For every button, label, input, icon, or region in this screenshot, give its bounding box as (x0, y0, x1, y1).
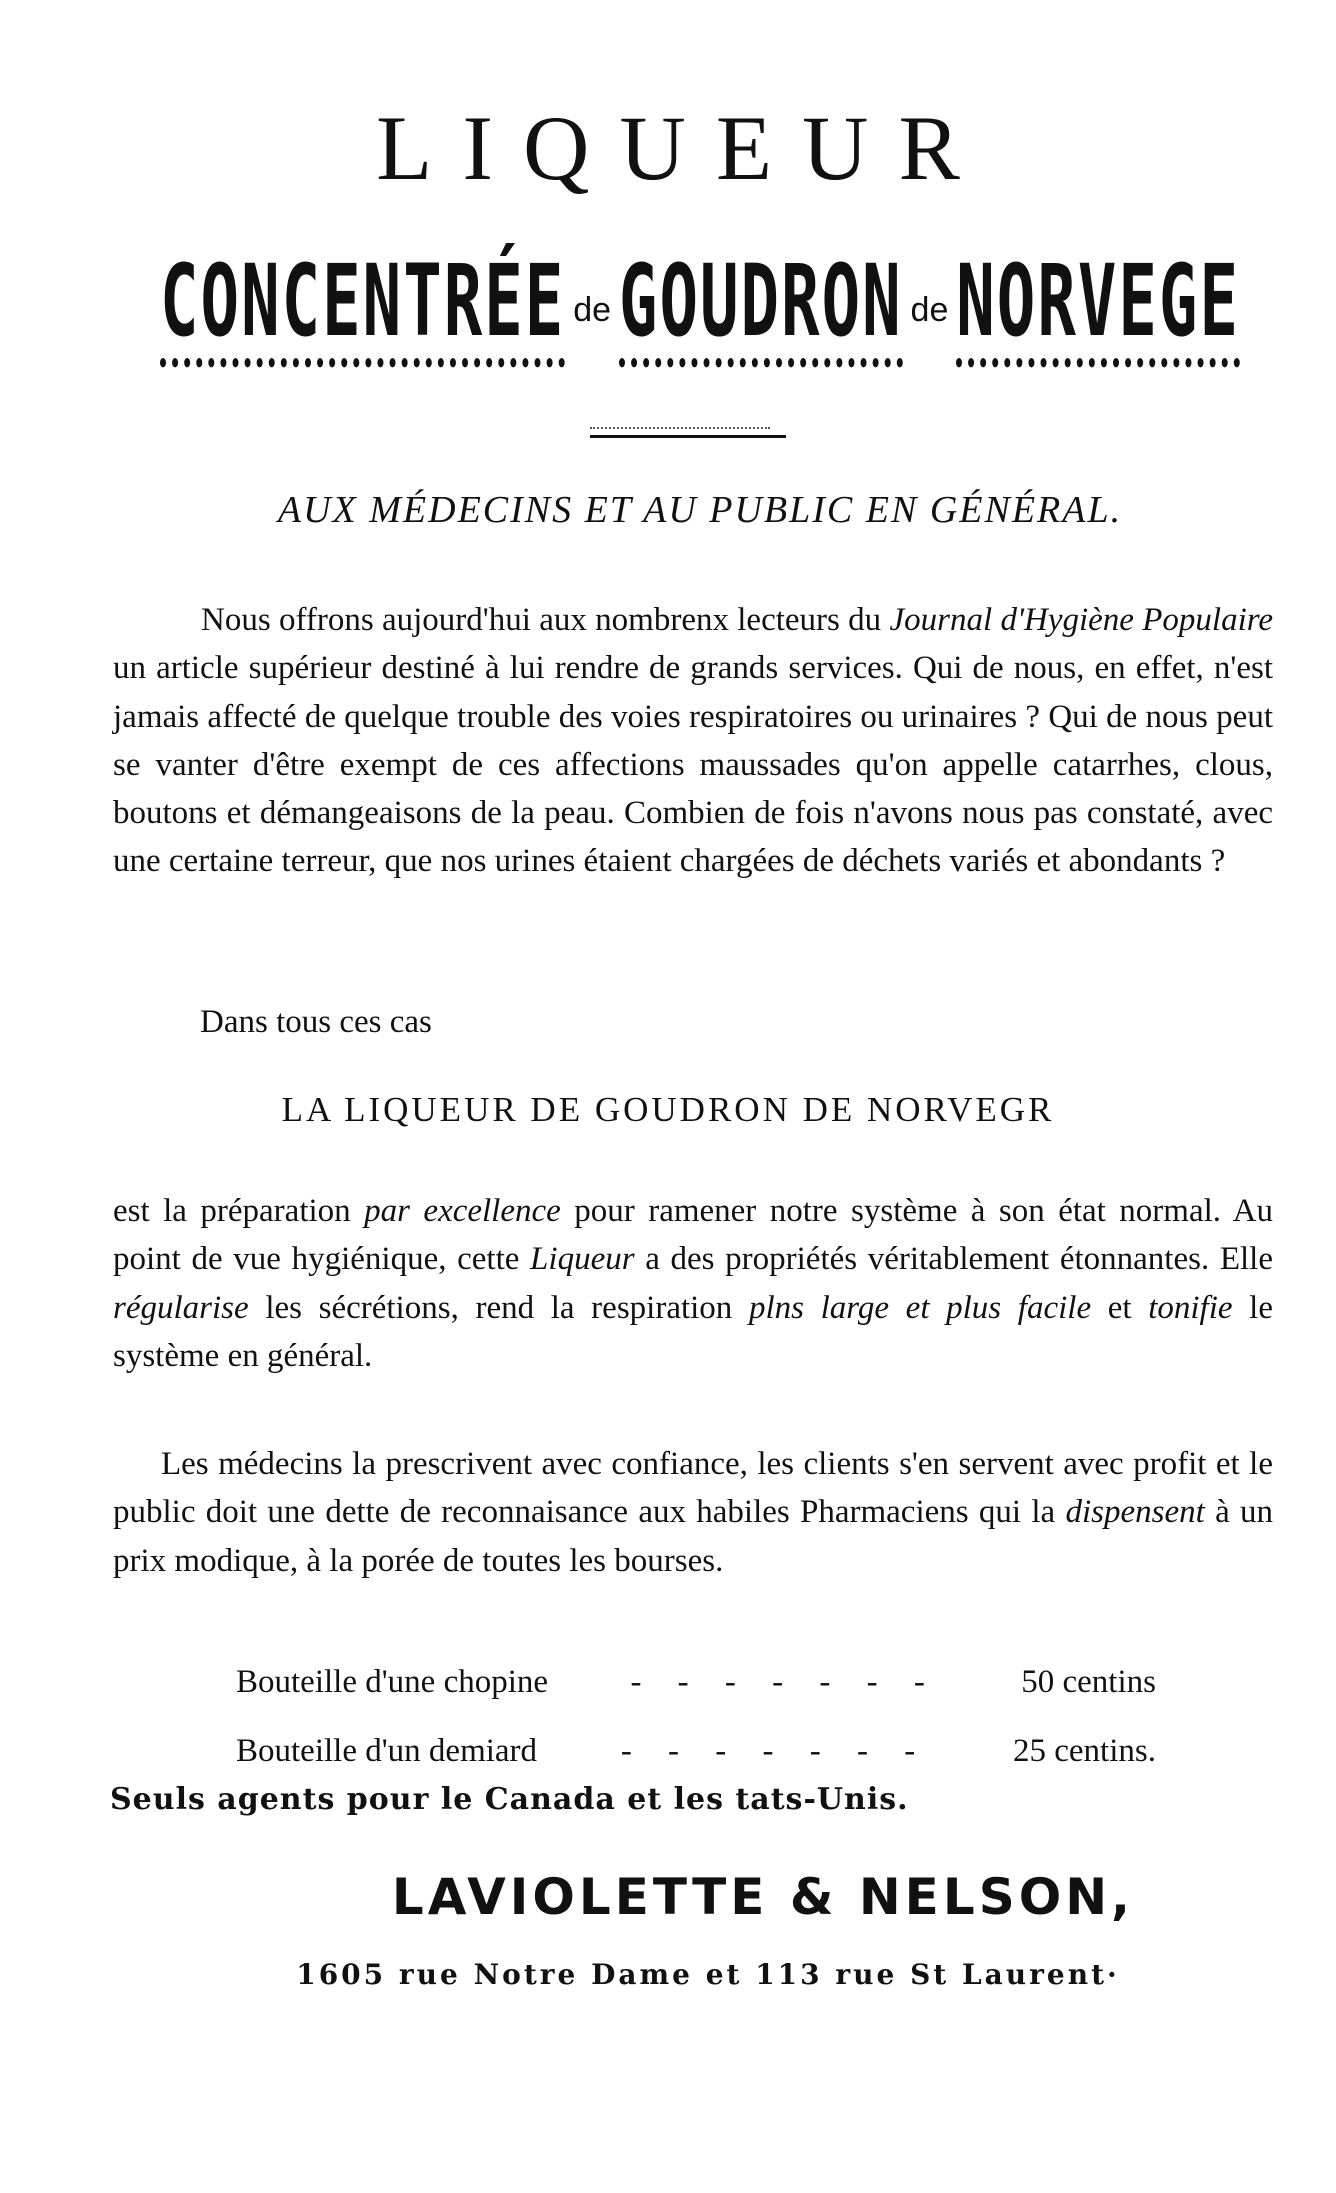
doctors-emphasis: dispensent (1065, 1494, 1205, 1531)
doctors-text-a: Les médecins la prescrivent avec confiance, les clients s'en servent avec profit et le public doit une dette de reconnaisance aux habiles Pharmaciens qui la (113, 1446, 1273, 1531)
journal-title: Journal d'Hygiène Populaire (889, 602, 1274, 638)
price-row-demiard (236, 1733, 1156, 1770)
benefits-text-c: a des propriétés véritablement étonnantes. Elle (634, 1241, 1273, 1278)
price-value: 25 centins. (1013, 1733, 1156, 1769)
subtitle-de-1: de (573, 290, 612, 329)
benefits-text-b: pour ramener notre système à son état normal. Au point de vue hygiénique, cette (113, 1193, 1273, 1278)
benefits-emphasis-1: par excellence (364, 1193, 561, 1229)
agents-line: Seuls agents pour le Canada et les tats-Unis. (110, 1782, 909, 1817)
company-address: 1605 rue Notre Dame et 113 rue St Laurent· (296, 1958, 1120, 1991)
paragraph-cases: Dans tous ces cas (200, 1004, 432, 1040)
price-value: 50 centins (1021, 1664, 1156, 1700)
title: LIQUEUR (376, 97, 990, 199)
doctors-text-b: à un prix modique, à la porée de toutes les bourses. (113, 1494, 1273, 1579)
product-headline: LA LIQUEUR DE GOUDRON DE NORVEGR (281, 1090, 1055, 1129)
subtitle-word-norvege: NORVEGE (956, 253, 1240, 368)
paragraph-benefits (113, 1187, 1273, 1380)
price-leader: - - - - - - - (630, 1664, 939, 1700)
subtitle (160, 244, 1240, 365)
divider-rule (590, 435, 786, 438)
subtitle-de-2: de (910, 290, 949, 329)
benefits-text-f: le système en général. (113, 1289, 1273, 1374)
benefits-text-d: les sécrétions, rend la respiration (248, 1289, 749, 1326)
benefits-emphasis-2: Liqueur (530, 1241, 635, 1278)
paragraph-intro-text-b: un article supérieur destiné à lui rendre de grands services. Qui de nous, en effet, n'est jamais affecté de quelque trouble des voies respiratoires ou urinaires ? Qui de nous peut se vanter d'être exempt de ces affections maussades qu'on appelle catarrhes, clous, boutons et démangeaisons de la peau. Combien de fois n'avons nous pas constaté, avec une certaine terreur, que nos urines étaient chargées de déchets variés et abondants ? (113, 650, 1273, 880)
benefits-text-a: est la préparation (113, 1193, 365, 1229)
price-row-chopine (236, 1664, 1156, 1701)
benefits-emphasis-4: plns large et plus facile (748, 1289, 1092, 1326)
benefits-emphasis-3: régularise (113, 1289, 249, 1326)
paragraph-intro (113, 596, 1273, 886)
paragraph-intro-text-a: Nous offrons aujourd'hui aux nombrenx lecteurs du (201, 602, 890, 638)
benefits-emphasis-5: tonifie (1148, 1289, 1233, 1326)
audience-heading: AUX MÉDECINS ET AU PUBLIC EN GÉNÉRAL. (277, 489, 1123, 531)
paragraph-doctors (113, 1440, 1273, 1585)
subtitle-word-goudron: GOUDRON (619, 253, 903, 368)
price-label: Bouteille d'une chopine (236, 1664, 549, 1700)
subtitle-word-concentree: CONCENTRÉE (160, 253, 565, 368)
company-name: LAVIOLETTE & NELSON, (391, 1868, 1135, 1926)
price-leader: - - - - - - - (620, 1733, 930, 1769)
divider-dots (590, 427, 770, 429)
price-label: Bouteille d'un demiard (236, 1733, 538, 1769)
benefits-text-e: et (1091, 1289, 1149, 1326)
